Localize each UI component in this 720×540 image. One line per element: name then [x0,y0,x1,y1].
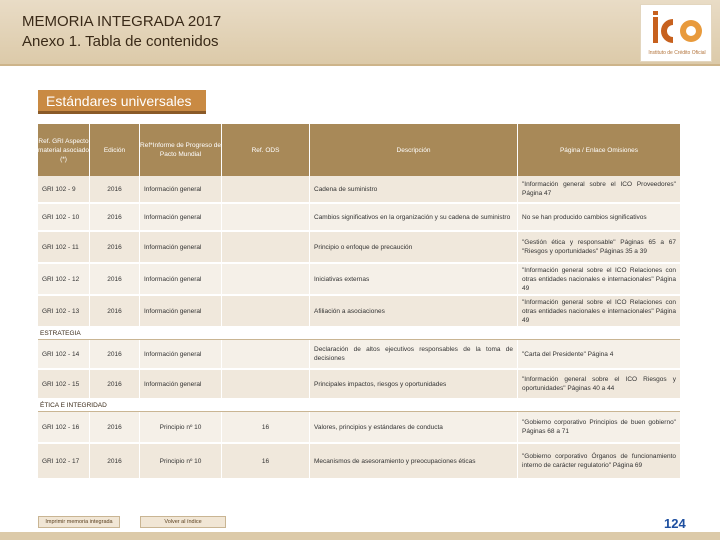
cell-ods [222,264,310,294]
cell-ods: 16 [222,412,310,442]
group-label-estrategia: ESTRATEGIA [38,328,680,340]
cell-edicion: 2016 [90,176,140,202]
section-title: Estándares universales [46,93,192,109]
cell-edicion: 2016 [90,296,140,326]
cell-ods: 16 [222,444,310,478]
cell-ods [222,204,310,230]
cell-descripcion: Iniciativas externas [310,264,518,294]
table-row [38,370,680,400]
cell-descripcion: Principio o enfoque de precaución [310,232,518,262]
cell-descripcion: Mecanismos de asesoramiento y preocupaciones éticas [310,444,518,478]
table-row [38,232,680,264]
logo-caption: Instituto de Crédito Oficial [648,50,706,56]
contents-table [38,124,680,480]
table-row [38,444,680,480]
cell-pagina: "Información general sobre el ICO Riesgos y oportunidades" Páginas 40 a 44 [522,376,676,392]
cell-edicion: 2016 [90,232,140,262]
cell-ref: GRI 102 - 16 [38,412,90,442]
cell-ref: GRI 102 - 17 [38,444,90,478]
cell-pagina: "Carta del Presidente" Página 4 [522,350,614,358]
cell-pacto: Información general [140,264,222,294]
ico-logo-icon [649,11,705,49]
table-row [38,264,680,296]
header-ods: Ref. ODS [222,124,310,176]
cell-edicion: 2016 [90,204,140,230]
cell-edicion: 2016 [90,412,140,442]
cell-ref: GRI 102 - 11 [38,232,90,262]
table-row [38,412,680,444]
cell-descripcion: Principales impactos, riesgos y oportunidades [310,370,518,398]
cell-pagina: "Gobierno corporativo Órganos de funcionamiento interno de carácter regulatorio" Página 69 [522,453,676,469]
print-report-button[interactable]: Imprimir memoria integrada [38,516,120,528]
ico-logo [640,4,712,62]
cell-pacto: Principio nº 10 [140,444,222,478]
cell-pagina: "Información general sobre el ICO Relaciones con otras entidades nacionales e internacionales" Página 49 [522,298,676,324]
cell-pagina: "Gestión ética y responsable" Páginas 65 a 67 "Riesgos y oportunidades" Páginas 35 a 39 [522,239,676,255]
header-ref-gri: Ref. GRI Aspecto material asociado (*) [38,124,90,176]
cell-ods [222,296,310,326]
cell-ods [222,176,310,202]
cell-pacto: Información general [140,176,222,202]
header-band [0,0,720,66]
table-row [38,204,680,232]
group-label-etica: ÉTICA E INTEGRIDAD [38,400,680,412]
cell-ods [222,370,310,398]
cell-ods [222,232,310,262]
back-to-index-button[interactable]: Volver al índice [140,516,226,528]
table-row [38,340,680,370]
cell-ref: GRI 102 - 15 [38,370,90,398]
cell-pagina: "Información general sobre el ICO Relaciones con otras entidades nacionales e internacionales" Página 49 [522,266,676,292]
page-number: 124 [664,516,686,531]
document-subtitle: Anexo 1. Tabla de contenidos [22,33,219,50]
cell-edicion: 2016 [90,444,140,478]
cell-pagina: No se han producido cambios significativos [522,213,647,221]
table-row [38,296,680,328]
cell-ref: GRI 102 - 10 [38,204,90,230]
cell-edicion: 2016 [90,340,140,368]
section-banner [38,90,206,114]
cell-pagina: "Información general sobre el ICO Proveedores" Página 47 [522,181,676,197]
document-title: MEMORIA INTEGRADA 2017 [22,13,222,30]
cell-pacto: Información general [140,370,222,398]
cell-descripcion: Declaración de altos ejecutivos responsables de la toma de decisiones [310,340,518,368]
cell-descripcion: Cambios significativos en la organización y su cadena de suministro [310,204,518,230]
cell-pacto: Información general [140,204,222,230]
table-row [38,176,680,204]
cell-edicion: 2016 [90,370,140,398]
cell-ref: GRI 102 - 9 [38,176,90,202]
header-pagina: Página / Enlace Omisiones [559,146,639,154]
cell-ref: GRI 102 - 13 [38,296,90,326]
cell-descripcion: Cadena de suministro [310,176,518,202]
cell-descripcion: Afiliación a asociaciones [310,296,518,326]
cell-pacto: Información general [140,232,222,262]
cell-descripcion: Valores, principios y estándares de conducta [310,412,518,442]
cell-pacto: Principio nº 10 [140,412,222,442]
table-header [38,124,680,176]
cell-pacto: Información general [140,340,222,368]
bottom-band [0,532,720,540]
header-descripcion: Descripción [310,124,518,176]
cell-ref: GRI 102 - 12 [38,264,90,294]
cell-ods [222,340,310,368]
cell-pacto: Información general [140,296,222,326]
cell-pagina: "Gobierno corporativo Principios de buen gobierno" Páginas 68 a 71 [522,419,676,435]
header-pacto: Ref*Informe de Progreso de Pacto Mundial [140,124,222,176]
header-edicion: Edición [90,124,140,176]
cell-ref: GRI 102 - 14 [38,340,90,368]
cell-edicion: 2016 [90,264,140,294]
